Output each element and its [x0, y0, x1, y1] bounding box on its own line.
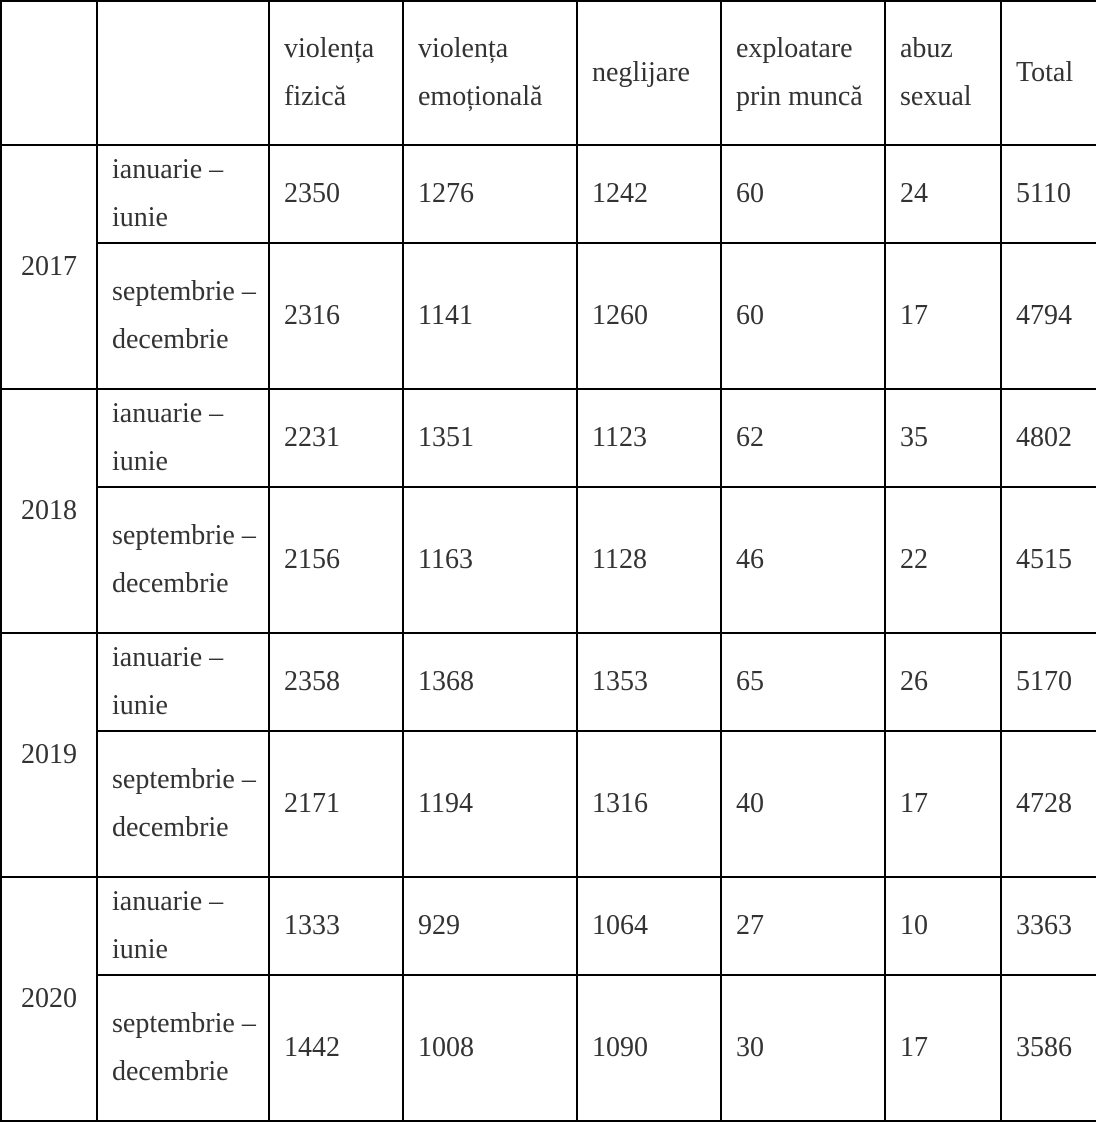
total-cell: 5170 — [1001, 633, 1096, 731]
value-cell: 1242 — [577, 145, 721, 243]
value-cell: 1442 — [269, 975, 403, 1121]
value-cell: 1090 — [577, 975, 721, 1121]
value-cell: 1064 — [577, 877, 721, 975]
value-cell: 1260 — [577, 243, 721, 389]
value-cell: 22 — [885, 487, 1001, 633]
value-cell: 1128 — [577, 487, 721, 633]
total-cell: 4515 — [1001, 487, 1096, 633]
value-cell: 27 — [721, 877, 885, 975]
total-cell: 3363 — [1001, 877, 1096, 975]
value-cell: 1333 — [269, 877, 403, 975]
year-cell: 2017 — [1, 145, 97, 389]
header-sexual-abuse: abuz sexual — [885, 1, 1001, 145]
header-total: Total — [1001, 1, 1096, 145]
period-cell: ianuarie – iunie — [97, 633, 269, 731]
table-row — [1, 487, 1096, 633]
value-cell: 17 — [885, 975, 1001, 1121]
table-row — [1, 731, 1096, 877]
value-cell: 60 — [721, 145, 885, 243]
value-cell: 60 — [721, 243, 885, 389]
period-cell: ianuarie – iunie — [97, 145, 269, 243]
value-cell: 2231 — [269, 389, 403, 487]
value-cell: 30 — [721, 975, 885, 1121]
period-cell: septembrie – decembrie — [97, 487, 269, 633]
table-row — [1, 389, 1096, 487]
period-cell: ianuarie – iunie — [97, 877, 269, 975]
year-cell: 2018 — [1, 389, 97, 633]
value-cell: 10 — [885, 877, 1001, 975]
value-cell: 1316 — [577, 731, 721, 877]
value-cell: 1163 — [403, 487, 577, 633]
value-cell: 46 — [721, 487, 885, 633]
value-cell: 2350 — [269, 145, 403, 243]
table-row — [1, 243, 1096, 389]
header-year-cell — [1, 1, 97, 145]
value-cell: 1368 — [403, 633, 577, 731]
value-cell: 24 — [885, 145, 1001, 243]
period-cell: ianuarie – iunie — [97, 389, 269, 487]
value-cell: 1353 — [577, 633, 721, 731]
table-row — [1, 633, 1096, 731]
year-cell: 2020 — [1, 877, 97, 1121]
value-cell: 1141 — [403, 243, 577, 389]
value-cell: 929 — [403, 877, 577, 975]
header-labor-exploitation: exploatare prin muncă — [721, 1, 885, 145]
header-emotional-violence: violența emoțională — [403, 1, 577, 145]
header-period-cell — [97, 1, 269, 145]
value-cell: 1351 — [403, 389, 577, 487]
period-cell: septembrie – decembrie — [97, 731, 269, 877]
total-cell: 4728 — [1001, 731, 1096, 877]
value-cell: 40 — [721, 731, 885, 877]
value-cell: 1194 — [403, 731, 577, 877]
value-cell: 2316 — [269, 243, 403, 389]
value-cell: 2358 — [269, 633, 403, 731]
value-cell: 62 — [721, 389, 885, 487]
table-row — [1, 145, 1096, 243]
value-cell: 35 — [885, 389, 1001, 487]
period-cell: septembrie – decembrie — [97, 975, 269, 1121]
table-row — [1, 975, 1096, 1121]
value-cell: 1276 — [403, 145, 577, 243]
value-cell: 17 — [885, 731, 1001, 877]
value-cell: 26 — [885, 633, 1001, 731]
value-cell: 1008 — [403, 975, 577, 1121]
total-cell: 3586 — [1001, 975, 1096, 1121]
value-cell: 17 — [885, 243, 1001, 389]
value-cell: 1123 — [577, 389, 721, 487]
value-cell: 65 — [721, 633, 885, 731]
value-cell: 2171 — [269, 731, 403, 877]
period-cell: septembrie – decembrie — [97, 243, 269, 389]
header-physical-violence: violența fizică — [269, 1, 403, 145]
value-cell: 2156 — [269, 487, 403, 633]
header-row — [1, 1, 1096, 145]
year-cell: 2019 — [1, 633, 97, 877]
total-cell: 4794 — [1001, 243, 1096, 389]
total-cell: 5110 — [1001, 145, 1096, 243]
table-row — [1, 877, 1096, 975]
total-cell: 4802 — [1001, 389, 1096, 487]
header-neglect: neglijare — [577, 1, 721, 145]
